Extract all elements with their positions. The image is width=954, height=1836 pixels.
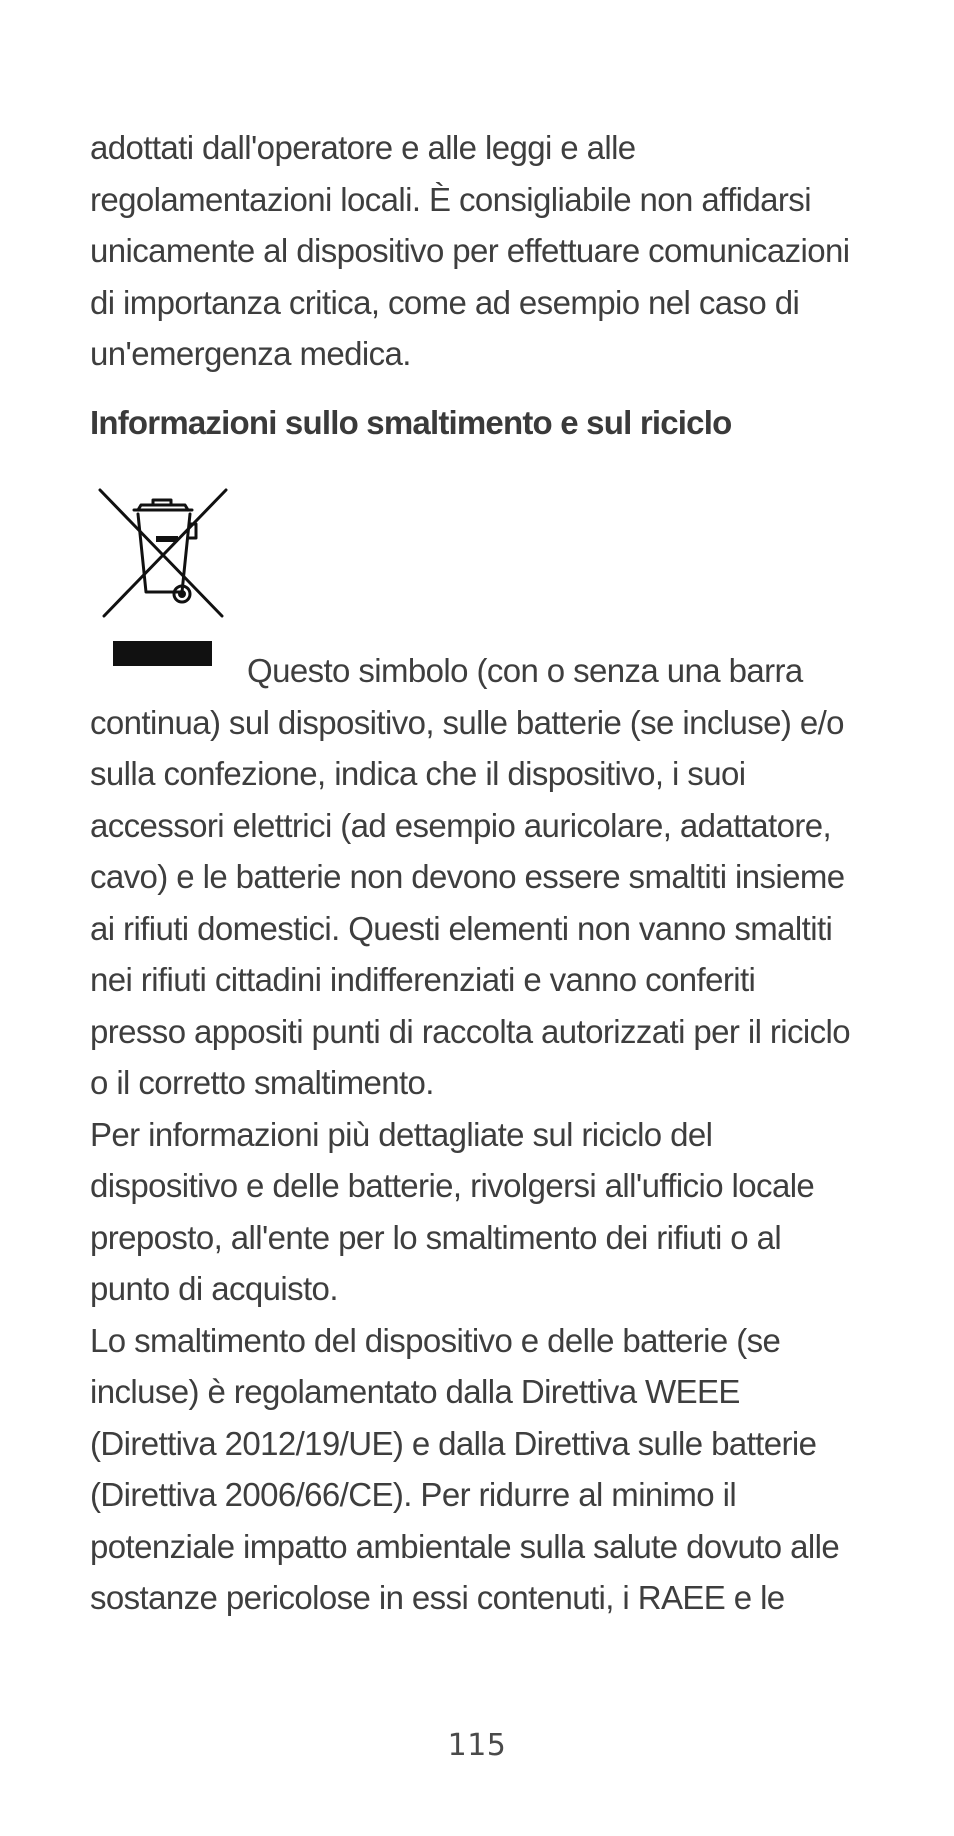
intro-paragraph — [90, 122, 890, 380]
text-line: potenziale impatto ambientale sulla salute dovuto alle — [90, 1527, 840, 1565]
text-line: incluse) è regolamentato dalla Direttiva WEEE — [90, 1373, 740, 1410]
text-line: un'emergenza medica. — [90, 335, 411, 372]
text-line: di importanza critica, come ad esempio nel caso di — [90, 283, 800, 321]
text-line: dispositivo e delle batterie, rivolgersi all'ufficio locale — [90, 1167, 815, 1204]
text-line: o il corretto smaltimento. — [90, 1064, 434, 1101]
text-line: preposto, all'ente per lo smaltimento dei rifiuti o al — [90, 1218, 782, 1256]
section-heading: Informazioni sullo smaltimento e sul riciclo — [90, 404, 732, 441]
disposal-paragraph — [90, 645, 890, 1624]
text-line: nei rifiuti cittadini indifferenziati e vanno conferiti — [90, 961, 756, 998]
text-line: Lo smaltimento del dispositivo e delle batterie (se — [90, 1321, 781, 1359]
text-line: accessori elettrici (ad esempio auricolare, adattatore, — [90, 806, 832, 844]
text-line: (Direttiva 2006/66/CE). Per ridurre al minimo il — [90, 1476, 737, 1513]
text-line: ai rifiuti domestici. Questi elementi non vanno smaltiti — [90, 909, 833, 947]
page-number: 115 — [447, 1728, 507, 1763]
text-line: (Direttiva 2012/19/UE) e dalla Direttiva sulle batterie — [90, 1424, 817, 1462]
text-line: continua) sul dispositivo, sulle batterie (se incluse) e/o — [90, 703, 844, 741]
crossed-out-wheeled-bin-icon — [98, 488, 228, 618]
text-line: Questo simbolo (con o senza una barra — [247, 652, 803, 689]
text-line: presso appositi punti di raccolta autorizzati per il riciclo — [90, 1012, 851, 1050]
text-line: regolamentazioni locali. È consigliabile non affidarsi — [90, 180, 811, 218]
text-line: sulla confezione, indica che il dispositivo, i suoi — [90, 755, 746, 792]
text-line: unicamente al dispositivo per effettuare comunicazioni — [90, 232, 850, 269]
text-line: cavo) e le batterie non devono essere smaltiti insieme — [90, 858, 845, 895]
text-line: Per informazioni più dettagliate sul riciclo del — [90, 1115, 713, 1153]
text-line: punto di acquisto. — [90, 1270, 338, 1307]
text-line: adottati dall'operatore e alle leggi e alle — [90, 129, 636, 166]
text-line: sostanze pericolose in essi contenuti, i RAEE e le — [90, 1579, 785, 1616]
